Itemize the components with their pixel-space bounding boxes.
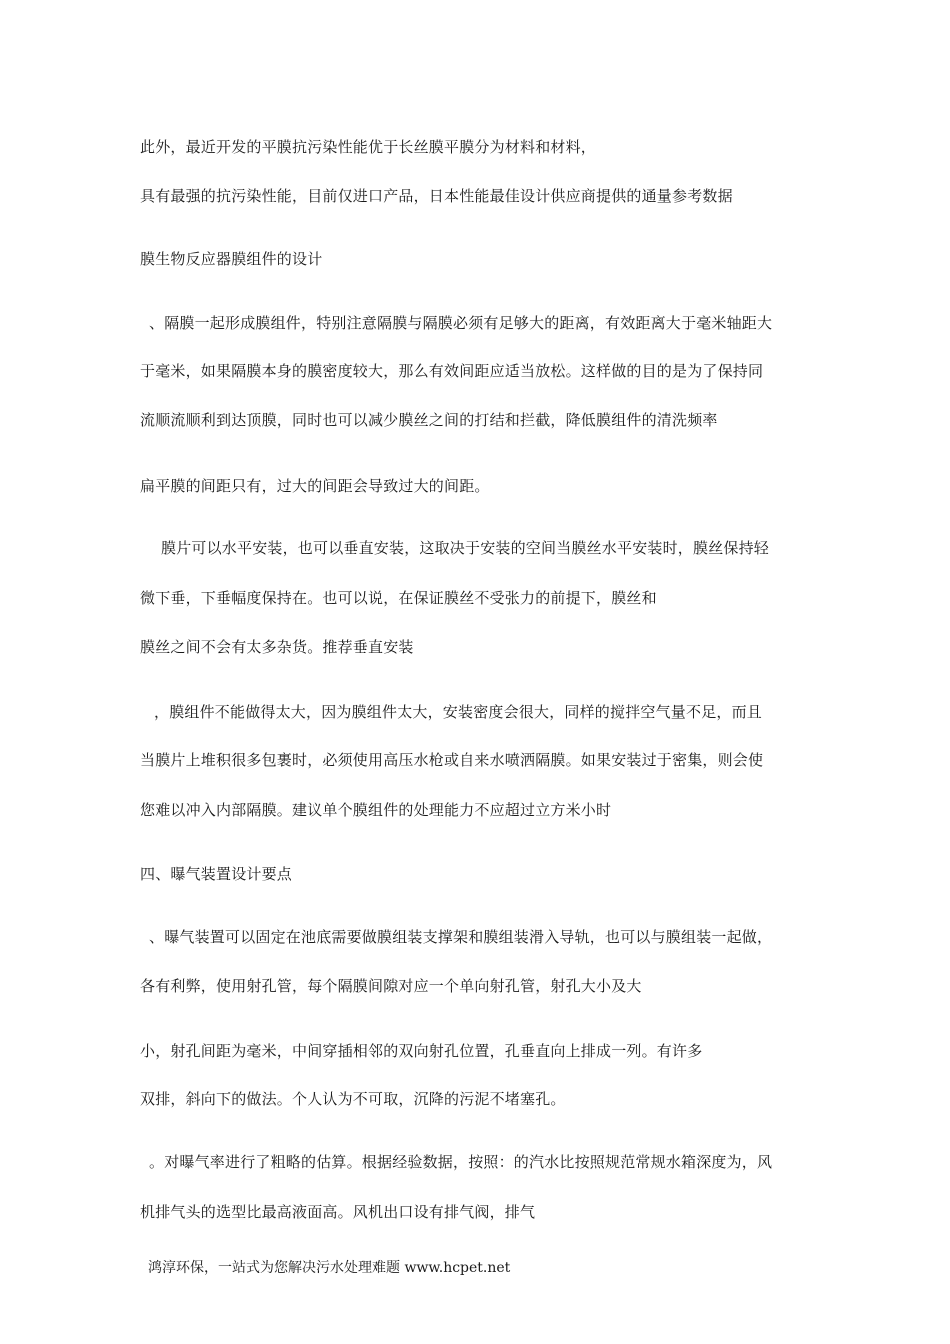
- text-line: 、隔膜一起形成膜组件，特别注意隔膜与隔膜必须有足够大的距离，有效距离大于毫米轴距大: [149, 314, 773, 332]
- text-line: 流顺流顺利到达顶膜，同时也可以减少膜丝之间的打结和拦截，降低膜组件的清洗频率: [140, 411, 718, 429]
- text-line: 双排，斜向下的做法。个人认为不可取，沉降的污泥不堵塞孔。: [140, 1090, 566, 1108]
- text-line: 此外，最近开发的平膜抗污染性能优于长丝膜平膜分为材料和材料，: [140, 138, 597, 156]
- section-heading: 膜生物反应器膜组件的设计: [140, 250, 323, 268]
- text-line: 、曝气装置可以固定在池底需要做膜组装支撑架和膜组装滑入导轨，也可以与膜组装一起做，: [149, 928, 773, 946]
- text-line: 您难以冲入内部隔膜。建议单个膜组件的处理能力不应超过立方米小时: [140, 801, 612, 819]
- text-line: 。对曝气率进行了粗略的估算。根据经验数据，按照：的汽水比按照规范常规水箱深度为，风: [149, 1153, 773, 1171]
- text-line: 小，射孔间距为毫米，中间穿插相邻的双向射孔位置，孔垂直向上排成一列。有许多: [140, 1042, 703, 1060]
- section-heading: 四、曝气装置设计要点: [140, 865, 293, 883]
- text-line: 各有利弊，使用射孔管，每个隔膜间隙对应一个单向射孔管，射孔大小及大: [140, 977, 642, 995]
- text-line: 具有最强的抗污染性能，目前仅进口产品，日本性能最佳设计供应商提供的通量参考数据: [140, 187, 733, 205]
- text-line: 当膜片上堆积很多包裹时，必须使用高压水枪或自来水喷洒隔膜。如果安装过于密集，则会使: [140, 751, 764, 769]
- footer-text: 鸿淳环保，一站式为您解决污水处理难题 www.hcpet.net: [148, 1260, 511, 1276]
- text-line: 于毫米，如果隔膜本身的膜密度较大，那么有效间距应适当放松。这样做的目的是为了保持同: [140, 362, 764, 380]
- text-line: 扁平膜的间距只有，过大的间距会导致过大的间距。: [140, 477, 490, 495]
- text-line: 膜丝之间不会有太多杂货。推荐垂直安装: [140, 638, 414, 656]
- text-line: 膜片可以水平安装，也可以垂直安装，这取决于安装的空间当膜丝水平安装时，膜丝保持轻: [161, 539, 770, 557]
- text-line: 机排气头的选型比最高液面高。风机出口设有排气阀，排气: [140, 1203, 536, 1221]
- text-line: ，膜组件不能做得太大，因为膜组件太大，安装密度会很大，同样的搅拌空气量不足，而且: [154, 703, 763, 721]
- text-line: 微下垂，下垂幅度保持在。也可以说，在保证膜丝不受张力的前提下，膜丝和: [140, 589, 657, 607]
